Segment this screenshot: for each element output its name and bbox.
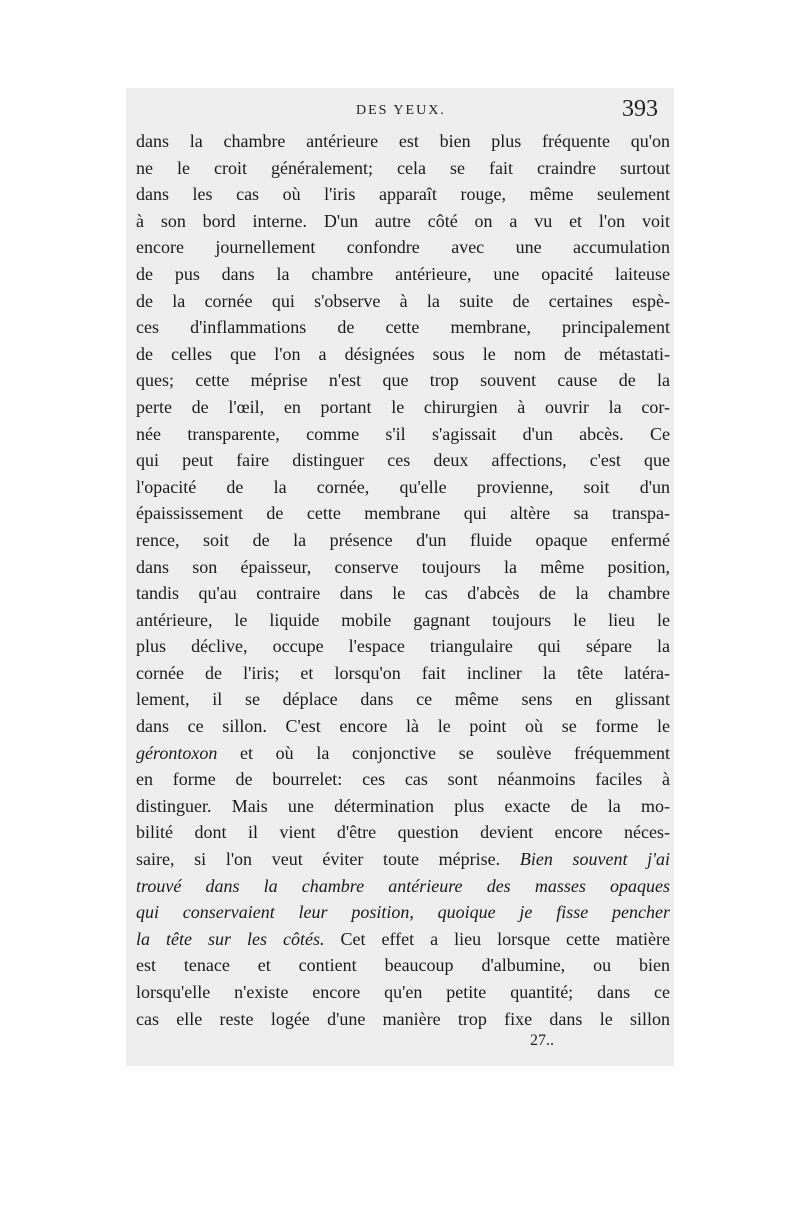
italic-text-run: qui conservaient leur position, quoique je fisse pencher bbox=[136, 902, 670, 923]
running-title: DES YEUX. bbox=[356, 103, 446, 118]
text-line: distinguer. Mais une détermination plus exacte de la mo- bbox=[136, 795, 670, 816]
text-line: dans son épaisseur, conserve toujours la même position, bbox=[136, 556, 670, 577]
text-line: bilité dont il vient d'être question devient encore néces- bbox=[136, 822, 670, 843]
text-line bbox=[136, 873, 670, 900]
text-line: plus déclive, occupe l'espace triangulaire qui sépare la bbox=[136, 636, 670, 657]
text-line: de pus dans la chambre antérieure, une opacité laiteuse bbox=[136, 263, 670, 284]
signature-mark: 27.. bbox=[530, 1032, 554, 1049]
text-line: lorsqu'elle n'existe encore qu'en petite quantité; dans ce bbox=[136, 982, 670, 1002]
text-line: ces d'inflammations de cette membrane, principalement bbox=[136, 317, 670, 338]
text-line: épaississement de cette membrane qui altère sa transpa- bbox=[136, 503, 670, 524]
body-text bbox=[136, 128, 670, 1032]
text-run: Cet effet a lieu lorsque cette matière bbox=[324, 928, 670, 949]
text-line: née transparente, comme s'il s'agissait d'un abcès. Ce bbox=[136, 423, 670, 444]
text-line: dans ce sillon. C'est encore là le point où se forme le bbox=[136, 716, 670, 737]
text-line: en forme de bourrelet: ces cas sont néanmoins faciles à bbox=[136, 769, 670, 790]
text-line: cas elle reste logée d'une manière trop fixe dans le sillon bbox=[136, 1008, 670, 1029]
text-line: dans les cas où l'iris apparaît rouge, même seulement bbox=[136, 184, 670, 205]
text-line: perte de l'œil, en portant le chirurgien à ouvrir la cor- bbox=[136, 396, 670, 417]
italic-text-run: la tête sur les côtés. bbox=[136, 928, 325, 949]
italic-text-run: trouvé dans la chambre antérieure des masses opaques bbox=[136, 875, 670, 896]
text-line: cornée de l'iris; et lorsqu'on fait incliner la tête latéra- bbox=[136, 662, 670, 683]
text-line: qui peut faire distinguer ces deux affections, c'est que bbox=[136, 450, 670, 471]
italic-text-run: Bien souvent j'ai bbox=[519, 849, 670, 870]
text-line: antérieure, le liquide mobile gagnant toujours le lieu le bbox=[136, 609, 670, 630]
text-line: rence, soit de la présence d'un fluide opaque enfermé bbox=[136, 529, 670, 550]
text-line bbox=[136, 926, 670, 953]
text-run: saire, si l'on veut éviter toute méprise. bbox=[136, 849, 520, 870]
text-line: est tenace et contient beaucoup d'albumine, ou bien bbox=[136, 955, 670, 976]
text-line: lement, il se déplace dans ce même sens en glissant bbox=[136, 689, 670, 710]
text-line bbox=[136, 846, 670, 873]
text-line: tandis qu'au contraire dans le cas d'abcès de la chambre bbox=[136, 583, 670, 604]
text-line: à son bord interne. D'un autre côté on a vu et l'on voit bbox=[136, 210, 670, 231]
text-line: de la cornée qui s'observe à la suite de certaines espè- bbox=[136, 290, 670, 311]
text-line: ne le croit généralement; cela se fait craindre surtout bbox=[136, 157, 670, 178]
text-run: et où la conjonctive se soulève fréquemment bbox=[217, 742, 670, 763]
page-number: 393 bbox=[622, 96, 658, 122]
italic-text-run: gérontoxon bbox=[136, 742, 218, 763]
text-line: de celles que l'on a désignées sous le nom de métastati- bbox=[136, 343, 670, 364]
text-line: dans la chambre antérieure est bien plus fréquente qu'on bbox=[136, 131, 670, 151]
text-line: encore journellement confondre avec une accumulation bbox=[136, 237, 670, 258]
text-line bbox=[136, 899, 670, 926]
text-line bbox=[136, 740, 670, 767]
text-line: l'opacité de la cornée, qu'elle provienne, soit d'un bbox=[136, 476, 670, 497]
text-line: ques; cette méprise n'est que trop souvent cause de la bbox=[136, 370, 670, 391]
